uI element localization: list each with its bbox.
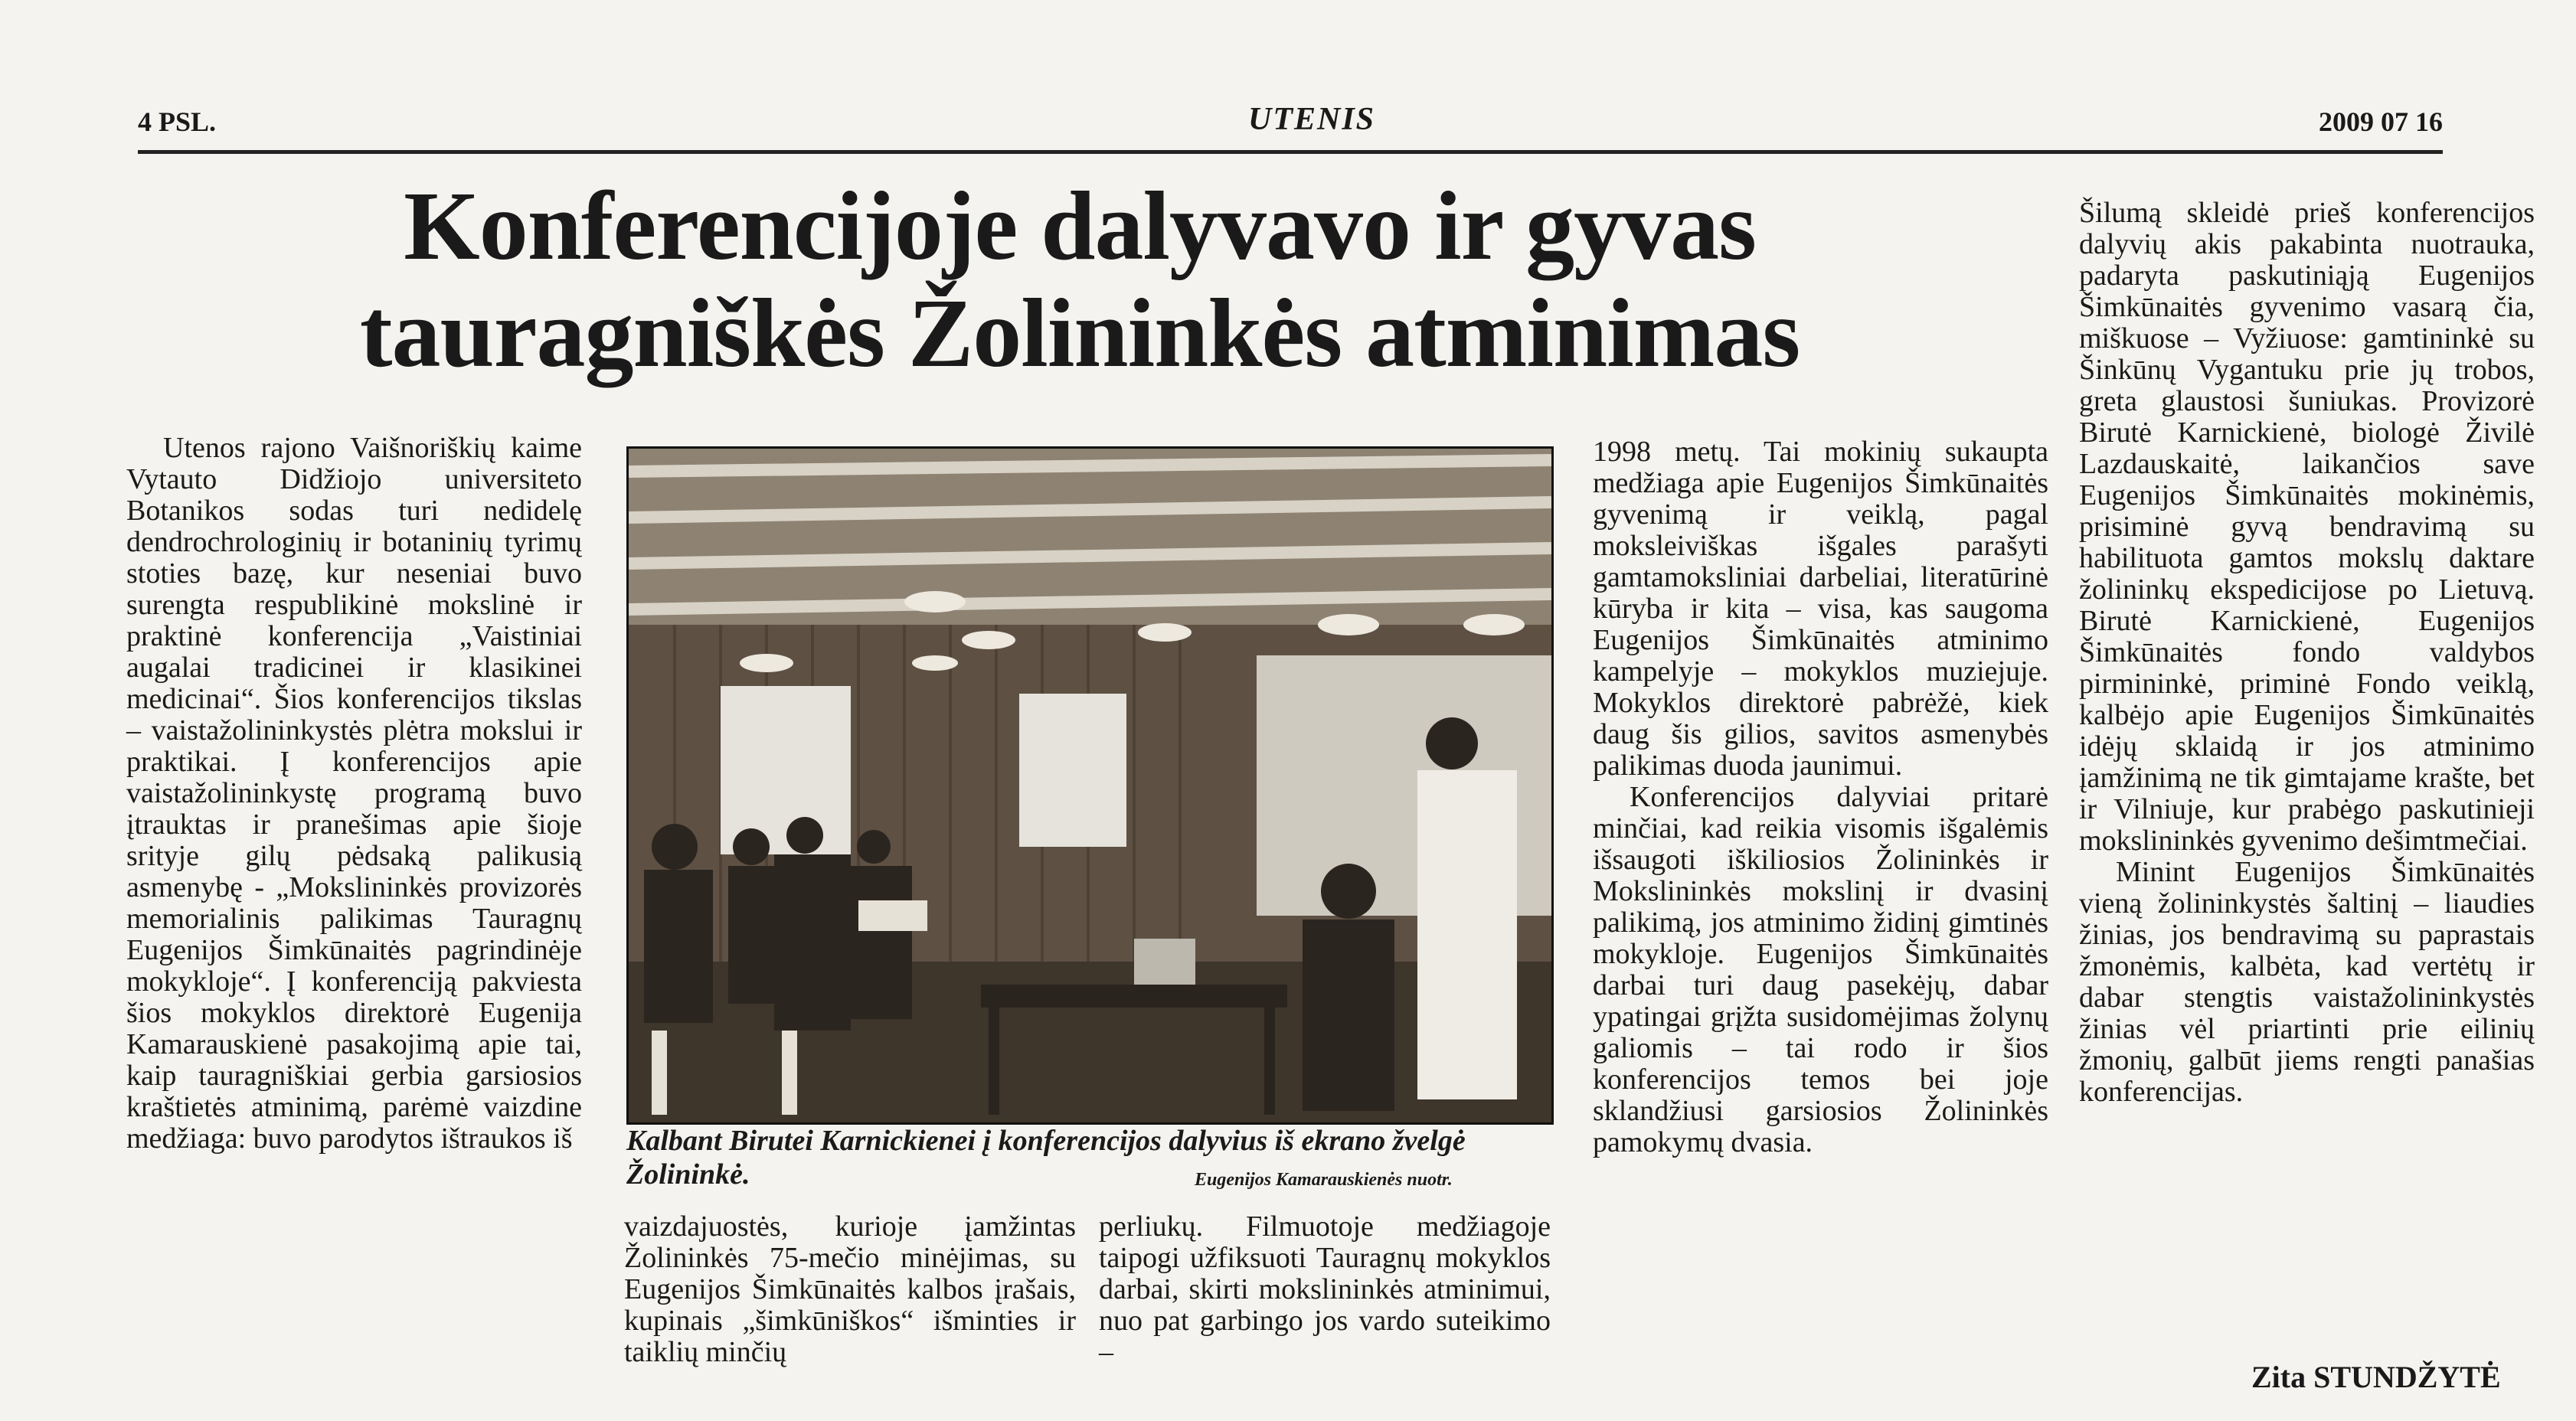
column-3-under-photo: [1099, 1211, 1551, 1368]
column-4: [1593, 436, 2048, 1158]
column-2-text: vaizdajuostės, kurioje įamžintas Žolininkės 75-mečio minėjimas, su Eugenijos Šimkūnaitės kalbos įrašais, kupinais „šimkūniškos“ išminties ir taiklių minčių: [624, 1210, 1076, 1368]
column-5-paragraph-1: Šilumą skleidė prieš konferencijos dalyvių akis pakabinta nuotrauka, padaryta paskutiniąją Eugenijos Šimkūnaitės gyvenimo vasarą čia, miškuose – Vyžiuose: gamtininkė su Šinkūnų Vygantuku prie jų trobos, greta glaustosi šuniukas. Provizorė Birutė Karnickienė, biologė Živilė Lazdauskaitė, laikančios save Eugenijos Šimkūnaitės mokinėmis, prisiminė gyvą bendravimą su habilituota gamtos mokslų daktare žolininkų ekspedicijose po Lietuvą. Birutė Karnickienė, Eugenijos Šimkūnaitės fondo valdybos pirmininkė, priminė Fondo veiklą, kalbėjo apie Eugenijos Šimkūnaitės idėjų sklaidą ir jos atminimo įamžinimą ne tik gimtajame krašte, bet ir Vilniuje, kur prabėgo paskutinieji mokslininkės gyvenimo dešimtmečiai.: [2079, 197, 2535, 857]
newspaper-name: UTENIS: [1248, 102, 1376, 137]
column-4-paragraph-1: 1998 metų. Tai mokinių sukaupta medžiaga apie Eugenijos Šimkūnaitės gyvenimą ir veiklą, pagal moksleiviškas išgales parašyti gamtamoksliniai darbeliai, literatūrinė kūryba ir kita – visa, kas saugoma Eugenijos Šimkūnaitės atminimo kampelyje – mokyklos muziejuje. Mokyklos direktorė pabrėžė, kiek daug šis gilios, savitos asmenybės palikimas duoda jaunimui.: [1593, 436, 2048, 782]
column-4-paragraph-2: Konferencijos dalyviai pritarė minčiai, kad reikia visomis išgalėmis išsaugoti iškiliosios Žolininkės ir Mokslininkės mokslinį ir dvasinį palikimą, jos atminimo židinį gimtinės mokykloje. Eugenijos Šimkūnaitės darbai turi daug pasekėjų, dabar ypatingai grįžta susidomėjimas žolynų galiomis – tai rodo ir šios konferencijos temos bei joje sklandžiusi garsiosios Žolininkės pamokymų dvasia.: [1593, 781, 2048, 1158]
photo-caption: Kalbant Birutei Karnickienei į konferencijos dalyvius iš ekrano žvelgė Žolininkė.: [626, 1125, 1466, 1191]
column-5: [2079, 198, 2535, 1108]
page-header: [138, 101, 2443, 155]
article-photo: [626, 446, 1554, 1125]
photo-credit: Eugenijos Kamarauskienės nuotr.: [1195, 1170, 1453, 1190]
header-rule: [138, 150, 2443, 154]
article-headline: Konferencijoje dalyvavo ir gyvas tauragniškės Žolininkės atminimas: [359, 172, 1800, 387]
column-1-text: Utenos rajono Vaišnoriškių kaime Vytauto Didžiojo universiteto Botanikos sodas turi nedidelę dendrochrologinių ir botaninių tyrimų stoties bazę, kur neseniai buvo surengta respublikinė mokslinė ir praktinė konferencija „Vaistiniai augalai tradicinei ir klasikinei medicinai“. Šios konferencijos tikslas – vaistažolininkystės plėtra mokslui ir praktikai. Į konferencijos apie vaistažolininkystę programą buvo įtrauktas ir pranešimas apie šioje srityje gilų pėdsaką palikusią asmenybę - „Mokslininkės provizorės memorialinis palikimas Tauragnų Eugenijos Šimkūnaitės pagrindinėje mokykloje“. Į konferenciją pakviesta šios mokyklos direktorė Eugenija Kamarauskienė pasakojimą apie tai, kaip tauragniškiai gerbia garsiosios kraštietės atminimą, parėmė vaizdine medžiaga: buvo parodytos ištraukos iš: [126, 432, 582, 1155]
column-5-paragraph-2: Minint Eugenijos Šimkūnaitės vieną žolininkystės šaltinį – liaudies žinias, jos bendravimą su paprastais žmonėmis, kalbėta, kad vertėtų ir dabar stengtis vaistažolininkystės žinias vėl priartinti prie eilinių žmonių, galbūt jiems rengti panašias konferencijas.: [2079, 856, 2535, 1108]
issue-date: 2009 07 16: [2319, 106, 2443, 137]
article-author: Zita STUNDŽYTĖ: [2251, 1360, 2501, 1394]
page-number: 4 PSL.: [138, 106, 217, 137]
column-1: [126, 433, 582, 1155]
column-2-under-photo: [624, 1211, 1076, 1368]
column-3-text: perliukų. Filmuotoje medžiagoje taipogi užfiksuoti Tauragnų mokyklos darbai, skirti mokslininkės atminimui, nuo pat garbingo jos vardo suteikimo –: [1099, 1210, 1551, 1368]
